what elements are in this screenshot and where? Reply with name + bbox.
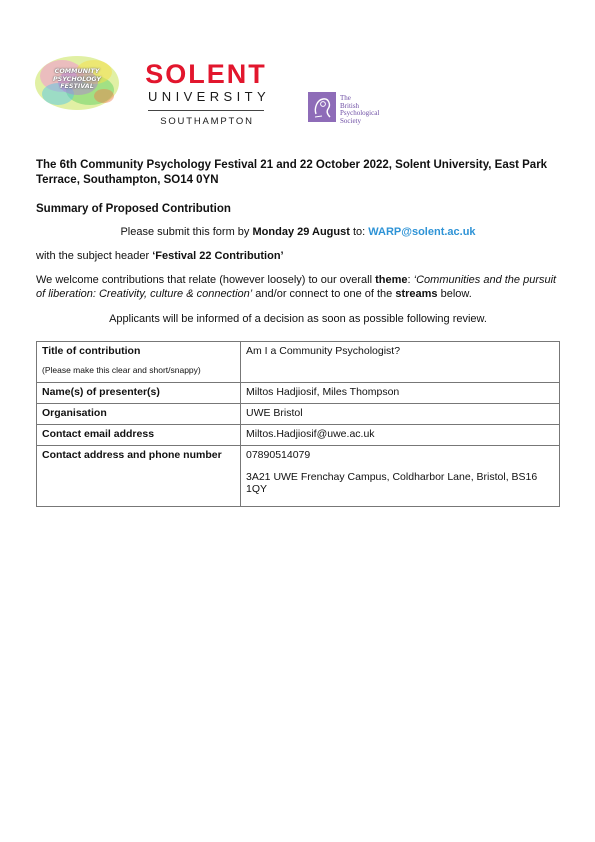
address-value-cell[interactable]: [241, 446, 560, 507]
subject-text: with the subject header: [36, 250, 153, 262]
festival-logo-line: PSYCHOLOGY: [52, 74, 102, 83]
email-value-cell[interactable]: Miltos.Hadjiosif@uwe.ac.uk: [241, 425, 560, 446]
presenters-label: Name(s) of presenter(s): [37, 383, 241, 404]
subject-header: ‘Festival 22 Contribution’: [152, 250, 284, 262]
table-row: [37, 425, 560, 446]
bps-logo-line: Society: [340, 116, 361, 125]
streams-label: streams: [395, 288, 438, 300]
bps-logo-text: [340, 95, 379, 125]
table-row: [37, 342, 560, 383]
document-body: [36, 158, 560, 326]
subject-instruction: [36, 249, 560, 263]
bps-logo-line: British: [340, 101, 360, 110]
header-logos: [0, 48, 595, 138]
community-psychology-festival-logo: [32, 52, 122, 114]
document-title: The 6th Community Psychology Festival 21 and 22 October 2022, Solent University, East Park Terrace, Southampton, SO14 0YN: [36, 159, 548, 186]
email-label: Contact email address: [37, 425, 241, 446]
organisation-value-cell[interactable]: UWE Bristol: [241, 404, 560, 425]
welcome-text: :: [407, 274, 414, 286]
solent-logo-divider: [148, 110, 264, 111]
address-value: 3A21 UWE Frenchay Campus, Coldharbor Lane, Bristol, BS16 1QY: [246, 471, 538, 495]
welcome-text: We welcome contributions that relate (however loosely) to our overall: [36, 274, 376, 286]
welcome-text: below.: [437, 288, 472, 300]
festival-logo-text: [32, 68, 122, 91]
address-label: Contact address and phone number: [37, 446, 241, 507]
festival-logo-line: FESTIVAL: [60, 82, 94, 91]
title-label: Title of contribution: [42, 345, 141, 357]
welcome-paragraph: [36, 273, 560, 301]
title-hint: (Please make this clear and short/snappy): [42, 365, 201, 375]
submit-deadline: Monday 29 August: [252, 226, 350, 238]
decision-note: Applicants will be informed of a decision as soon as possible following review.: [109, 313, 487, 325]
festival-logo-line: COMMUNITY: [54, 67, 100, 75]
solent-university-logo: [144, 59, 271, 127]
festival-theme: ‘Communities and the pursuit of liberation: Creativity, culture & connection’: [36, 274, 557, 300]
table-row: [37, 446, 560, 507]
bps-emblem-icon: [308, 92, 336, 122]
submit-text: to:: [349, 226, 369, 238]
table-row: [37, 383, 560, 404]
contribution-form-table: [36, 341, 560, 507]
title-value-cell[interactable]: Am I a Community Psychologist?: [241, 342, 560, 383]
form-label-cell: [37, 342, 241, 383]
british-psychological-society-logo: [308, 92, 408, 124]
solent-logo-sub: UNIVERSITY: [148, 89, 271, 104]
document-subtitle: Summary of Proposed Contribution: [36, 203, 231, 215]
submission-email-link[interactable]: WARP@solent.ac.uk: [368, 226, 476, 238]
submit-text: Please submit this form by: [120, 226, 253, 238]
bps-emblem-graphic: [308, 92, 336, 122]
bps-logo-line: The: [340, 94, 351, 102]
theme-label: theme: [375, 274, 408, 286]
welcome-text: and/or connect to one of the: [252, 288, 396, 300]
presenters-value-cell[interactable]: Miltos Hadjiosif, Miles Thompson: [241, 383, 560, 404]
phone-value: 07890514079: [246, 449, 311, 461]
submit-instruction: [36, 225, 560, 239]
organisation-label: Organisation: [37, 404, 241, 425]
bps-logo-line: Psychological: [340, 109, 380, 118]
table-row: [37, 404, 560, 425]
solent-logo-city: SOUTHAMPTON: [160, 116, 254, 127]
solent-logo-name: SOLENT: [145, 59, 267, 89]
